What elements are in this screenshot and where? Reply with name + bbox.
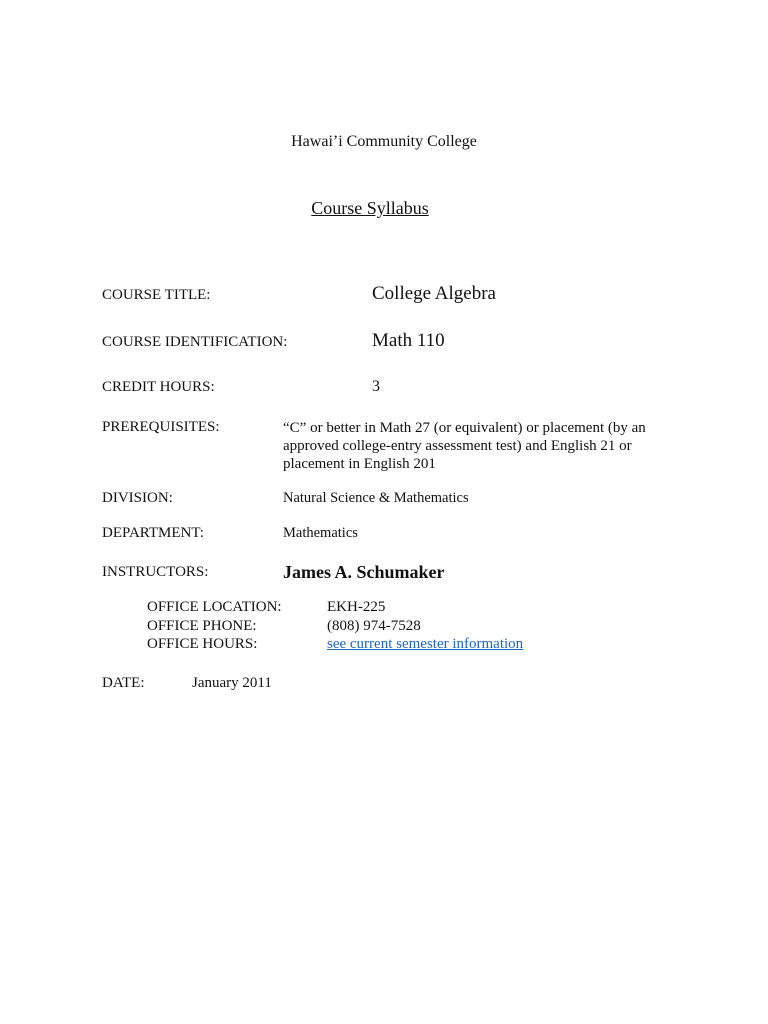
- course-identification-label: COURSE IDENTIFICATION:: [102, 334, 288, 350]
- prerequisites-line: approved college-entry assessment test) and English 21 or: [283, 438, 632, 454]
- course-title-value: College Algebra: [372, 283, 496, 304]
- prerequisites-line: “C” or better in Math 27 (or equivalent) or placement (by an: [283, 420, 646, 436]
- date-label: DATE:: [102, 675, 145, 691]
- date-value: January 2011: [192, 675, 272, 691]
- instructor-name: James A. Schumaker: [283, 562, 445, 582]
- prerequisites-value: [283, 419, 663, 473]
- credit-hours-label: CREDIT HOURS:: [102, 379, 215, 395]
- office-location-value: EKH-225: [327, 599, 386, 615]
- instructors-label: INSTRUCTORS:: [102, 564, 209, 580]
- department-label: DEPARTMENT:: [102, 525, 204, 541]
- office-phone-value: (808) 974-7528: [327, 618, 421, 634]
- college-name: Hawai’i Community College: [291, 133, 477, 150]
- course-identification-value: Math 110: [372, 330, 445, 351]
- office-location-label: OFFICE LOCATION:: [147, 599, 282, 615]
- office-hours-label: OFFICE HOURS:: [147, 636, 258, 652]
- course-title-label: COURSE TITLE:: [102, 287, 211, 303]
- prerequisites-label: PREREQUISITES:: [102, 419, 220, 435]
- division-value: Natural Science & Mathematics: [283, 490, 469, 506]
- office-phone-label: OFFICE PHONE:: [147, 618, 257, 634]
- prerequisites-line: placement in English 201: [283, 456, 436, 472]
- office-hours-link[interactable]: see current semester information: [327, 636, 524, 652]
- document-title: Course Syllabus: [311, 198, 429, 218]
- credit-hours-value: 3: [372, 378, 380, 395]
- department-value: Mathematics: [283, 525, 358, 541]
- division-label: DIVISION:: [102, 490, 173, 506]
